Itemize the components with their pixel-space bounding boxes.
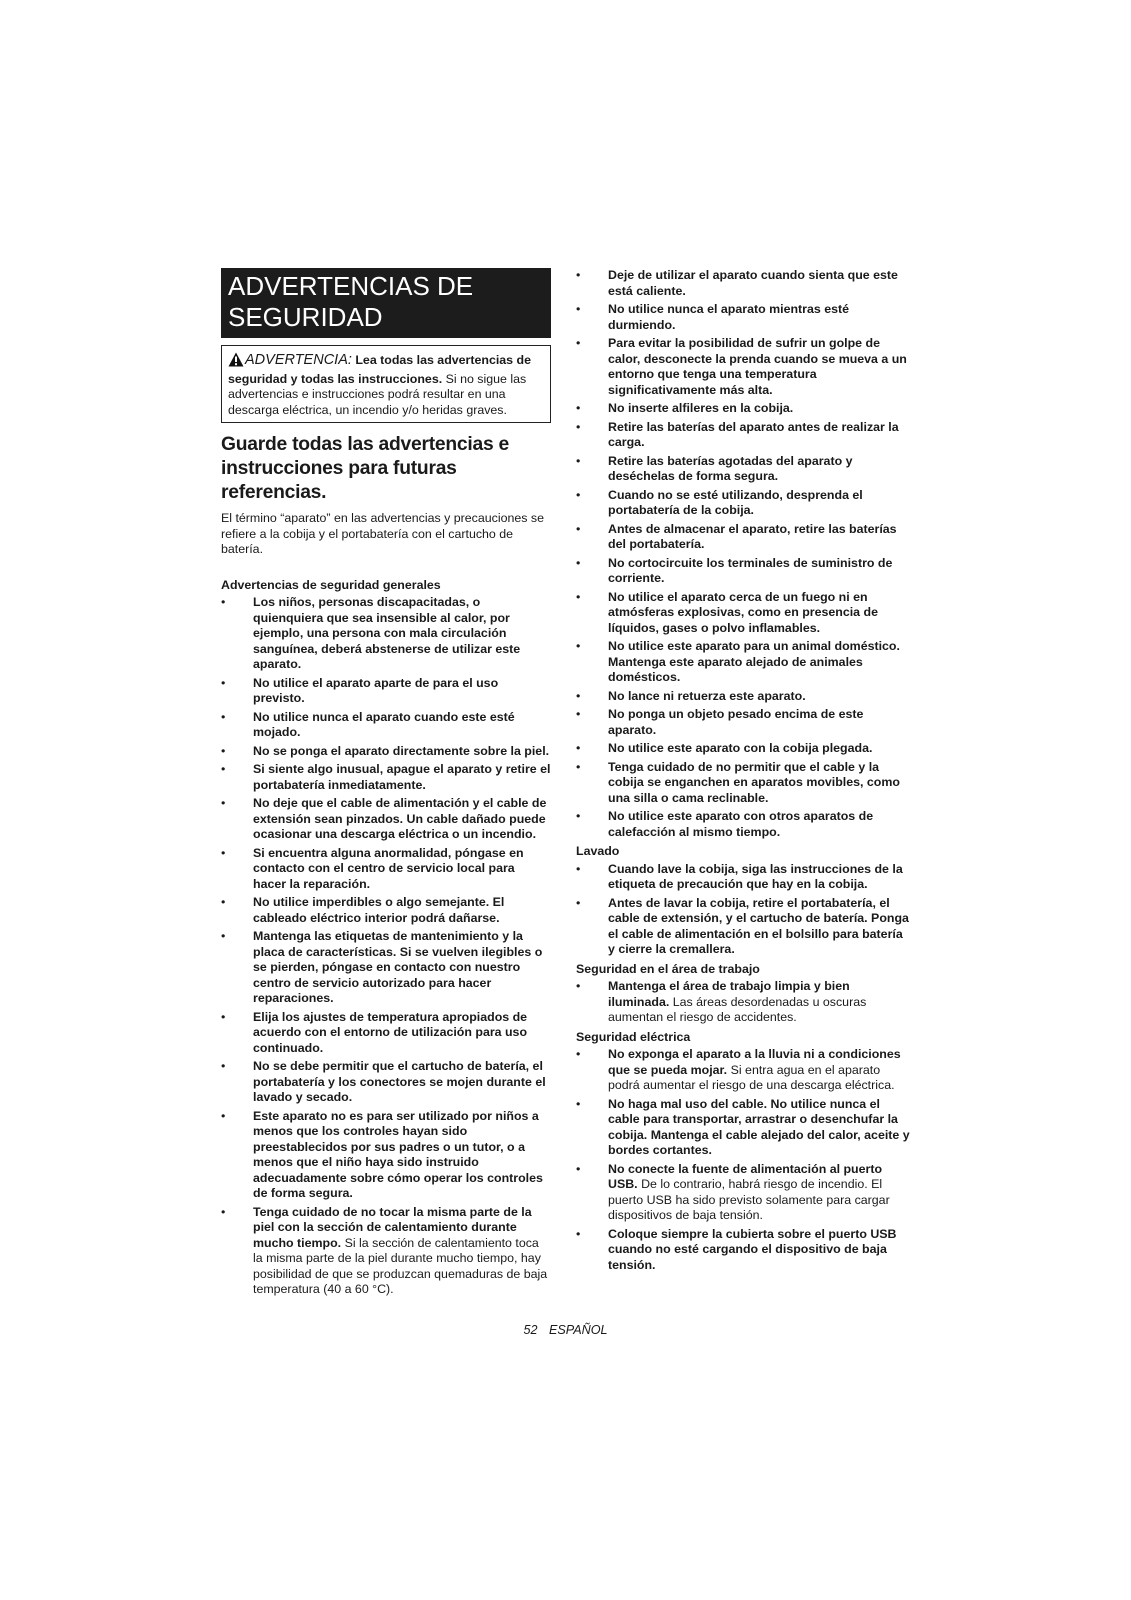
list-item-text: Las áreas desordenadas u oscuras aumentan el riesgo de accidentes.: [608, 994, 867, 1024]
work-area-list: [576, 979, 911, 1026]
page-number: 52: [523, 1323, 538, 1337]
list-item: • Deje de utilizar el aparato cuando sienta que este está caliente.: [576, 268, 911, 299]
list-item: • Coloque siempre la cubierta sobre el puerto USB cuando no esté cargando el dispositivo de baja tensión.: [576, 1227, 911, 1274]
list-item-bold: Tenga cuidado de no tocar la misma parte de la piel con la sección de calentamiento durante mucho tiempo.: [253, 1204, 532, 1250]
list-item: • Cuando lave la cobija, siga las instrucciones de la etiqueta de precaución que hay en la cobija.: [576, 862, 911, 893]
list-item: • No utilice este aparato para un animal doméstico. Mantenga este aparato alejado de animales domésticos.: [576, 639, 911, 686]
warning-box: [221, 345, 551, 423]
list-item: • No se debe permitir que el cartucho de batería, el portabatería y los conectores se mojen durante el lavado y secado.: [221, 1059, 551, 1106]
list-item: • Antes de lavar la cobija, retire el portabatería, el cable de extensión, y el cartucho de batería. Ponga el cable de alimentación en el bolsillo para batería y cierre la cremallera.: [576, 896, 911, 958]
warning-label: ADVERTENCIA:: [245, 352, 352, 368]
list-item: • No deje que el cable de alimentación y el cable de extensión sean pinzados. Un cable dañado puede ocasionar una descarga eléctrica o un incendio.: [221, 796, 551, 843]
list-item: • Los niños, personas discapacitadas, o quienquiera que sea insensible al calor, por ejemplo, una persona con mala circulación sanguínea, deberá abstenerse de utilizar este aparato.: [221, 595, 551, 673]
save-instructions-heading: Guarde todas las advertencias e instrucciones para futuras referencias.: [221, 434, 510, 504]
list-item: • Mantenga las etiquetas de mantenimiento y la placa de características. Si se vuelven ilegibles o se pierden, póngase en contacto con nuestro centro de servicio autorizado para hacer reparaciones.: [221, 929, 551, 1007]
section-title: [221, 268, 551, 338]
list-item: • Elija los ajustes de temperatura apropiados de acuerdo con el entorno de utilización para uso continuado.: [221, 1010, 551, 1057]
list-item: • No utilice el aparato cerca de un fuego ni en atmósferas explosivas, como en presencia de líquidos, gases o polvo inflamables.: [576, 590, 911, 637]
washing-heading: Lavado: [576, 844, 620, 858]
list-item-text: De lo contrario, habrá riesgo de incendio. El puerto USB ha sido previsto solamente para cargar dispositivos de baja tensión.: [608, 1177, 890, 1222]
list-item-bold: No conecte la fuente de alimentación al puerto USB.: [608, 1161, 883, 1191]
list-item-text: Si la sección de calentamiento toca la misma parte de la piel durante mucho tiempo, hay posibilidad de que se produzcan quemaduras de baja temperatura (40 a 60 °C).: [253, 1235, 548, 1297]
list-item: • No utilice nunca el aparato mientras esté durmiendo.: [576, 302, 911, 333]
intro-paragraph: El término “aparato” en las advertencias y precauciones se refiere a la cobija y el portabatería con el cartucho de batería.: [221, 511, 545, 557]
left-column: [221, 268, 551, 1302]
list-item-bold: Mantenga el área de trabajo limpia y bien iluminada.: [608, 979, 850, 1009]
electrical-safety-list: [576, 1047, 911, 1273]
list-item: • No ponga un objeto pesado encima de este aparato.: [576, 707, 911, 738]
title-line-2: SEGURIDAD: [228, 302, 383, 332]
list-item: • No se ponga el aparato directamente sobre la piel.: [221, 744, 551, 760]
footer-language: ESPAÑOL: [548, 1323, 608, 1337]
page-footer: [0, 1323, 1131, 1337]
list-item: [576, 1162, 911, 1224]
list-item: • Antes de almacenar el aparato, retire las baterías del portabatería.: [576, 522, 911, 553]
list-item: • Cuando no se esté utilizando, desprenda el portabatería de la cobija.: [576, 488, 911, 519]
list-item-text: Si entra agua en el aparato podrá aumentar el riesgo de una descarga eléctrica.: [608, 1062, 895, 1092]
electrical-safety-heading: Seguridad eléctrica: [576, 1029, 691, 1044]
list-item: [576, 1047, 911, 1094]
list-item: • No utilice nunca el aparato cuando este esté mojado.: [221, 710, 551, 741]
warning-bold-text: Lea todas las advertencias de seguridad y todas las instrucciones.: [228, 353, 531, 386]
right-column: [576, 268, 911, 1277]
list-item: [576, 979, 911, 1026]
general-safety-list-continued: [576, 268, 911, 840]
title-line-1: ADVERTENCIAS DE: [228, 271, 474, 301]
list-item: • Retire las baterías agotadas del aparato y deséchelas de forma segura.: [576, 454, 911, 485]
list-item: • No utilice imperdibles o algo semejante. El cableado eléctrico interior podrá dañarse.: [221, 895, 551, 926]
list-item: • No lance ni retuerza este aparato.: [576, 689, 911, 705]
general-safety-heading: Advertencias de seguridad generales: [221, 577, 441, 592]
list-item: • Tenga cuidado de no permitir que el cable y la cobija se enganchen en aparatos movibles, como una silla o cama reclinable.: [576, 760, 911, 807]
list-item: [221, 1205, 551, 1298]
list-item: • Este aparato no es para ser utilizado por niños a menos que los controles hayan sido preestablecidos por sus padres o un tutor, o a menos que el niño haya sido instruido adecuadamente sobre cómo operar los controles de forma segura.: [221, 1109, 551, 1202]
list-item: • No utilice este aparato con otros aparatos de calefacción al mismo tiempo.: [576, 809, 911, 840]
list-item: • Retire las baterías del aparato antes de realizar la carga.: [576, 420, 911, 451]
list-item-bold: No exponga el aparato a la lluvia ni a condiciones que se pueda mojar.: [608, 1047, 901, 1077]
list-item: • No haga mal uso del cable. No utilice nunca el cable para transportar, arrastrar o desenchufar la cobija. Mantenga el cable alejado del calor, aceite y bordes cortantes.: [576, 1097, 911, 1159]
warning-triangle-icon: [228, 352, 244, 372]
washing-list: [576, 862, 911, 958]
list-item: • Para evitar la posibilidad de sufrir un golpe de calor, desconecte la prenda cuando se mueva a un entorno que tenga una temperatura significativamente más alta.: [576, 336, 911, 398]
list-item: • No inserte alfileres en la cobija.: [576, 401, 911, 417]
list-item: • Si encuentra alguna anormalidad, póngase en contacto con el centro de servicio local para hacer la reparación.: [221, 846, 551, 893]
list-item: • No utilice este aparato con la cobija plegada.: [576, 741, 911, 757]
list-item: • No cortocircuite los terminales de suministro de corriente.: [576, 556, 911, 587]
list-item: • No utilice el aparato aparte de para el uso previsto.: [221, 676, 551, 707]
warning-text: Si no sigue las advertencias e instrucciones podrá resultar en una descarga eléctrica, un incendio y/o heridas graves.: [228, 371, 527, 417]
list-item: • Si siente algo inusual, apague el aparato y retire el portabatería inmediatamente.: [221, 762, 551, 793]
work-area-heading: Seguridad en el área de trabajo: [576, 961, 760, 976]
general-safety-list: [221, 595, 551, 1298]
